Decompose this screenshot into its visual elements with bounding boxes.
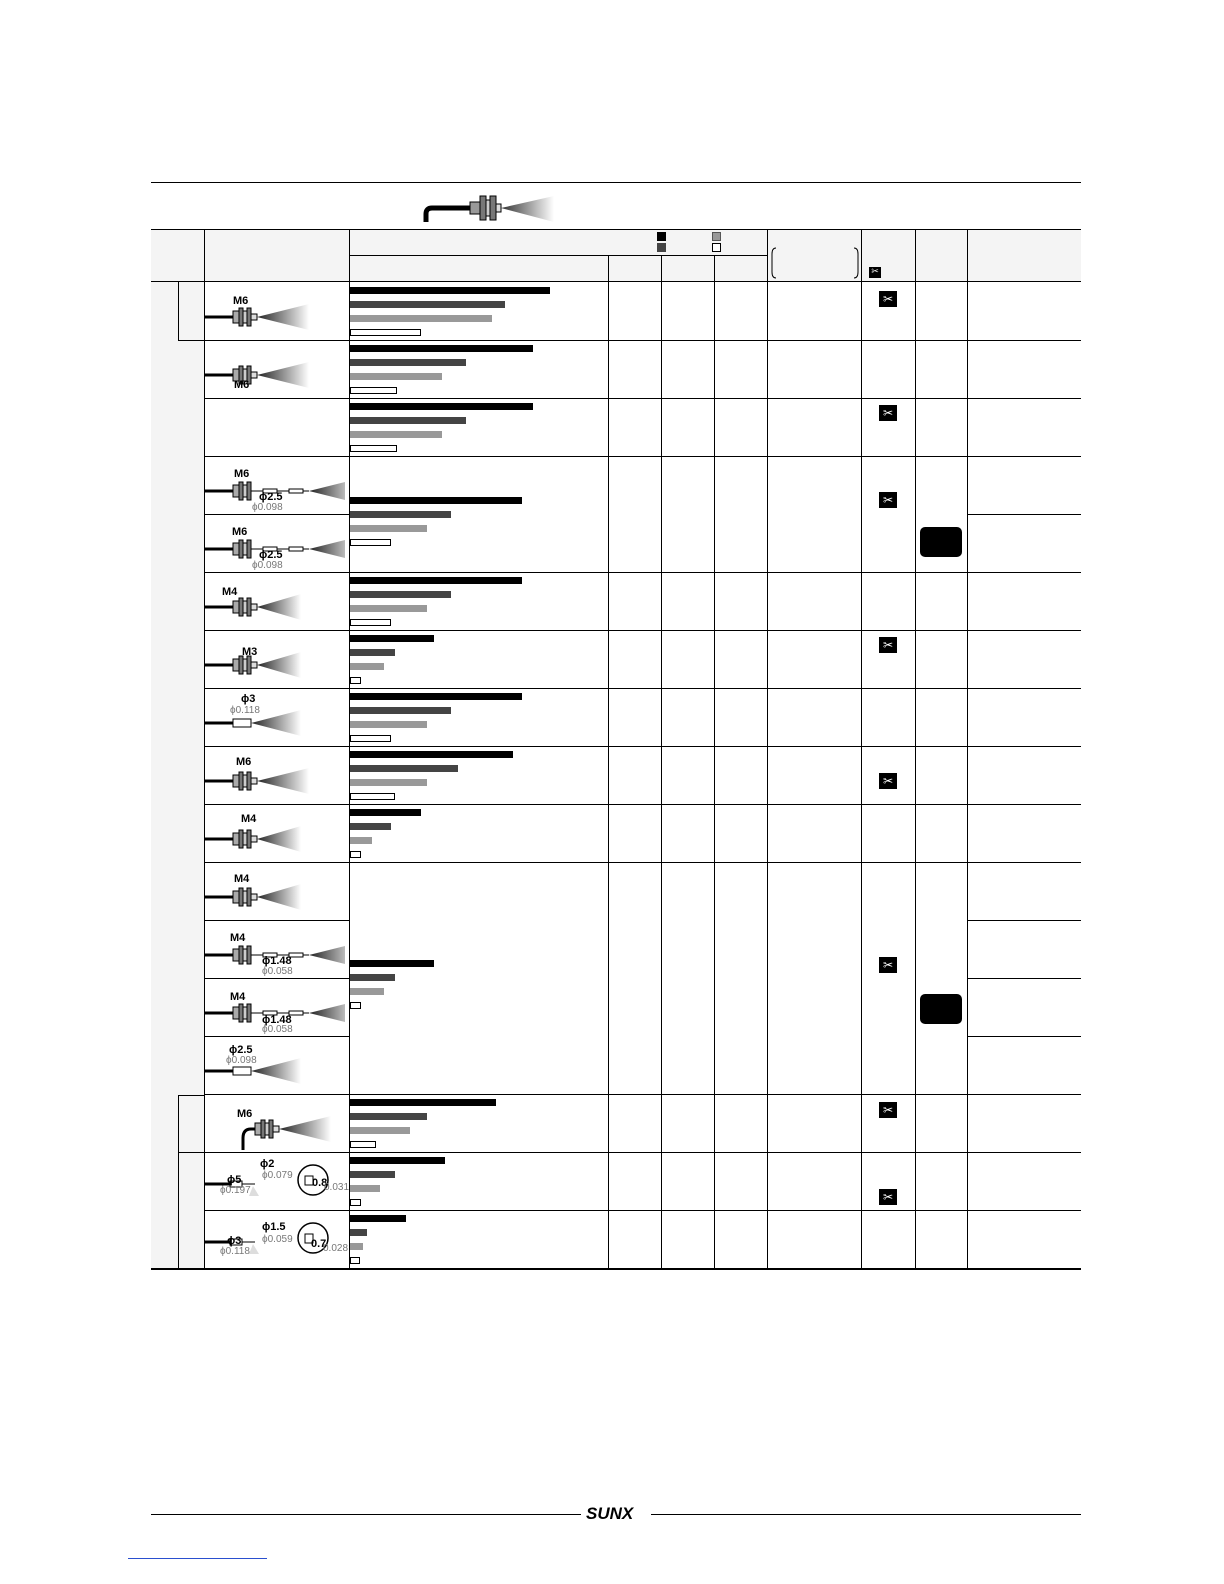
bar-dark [350, 301, 505, 308]
col-line-3 [608, 255, 609, 1269]
dimension-label: M6 [234, 468, 250, 480]
scissors-icon: ✂ [879, 1189, 897, 1205]
bar-black [350, 403, 533, 410]
dimension-label: ϕ3 [227, 1235, 242, 1247]
row-separator [204, 1094, 1081, 1095]
connector-badge [920, 994, 962, 1024]
brand-logo: SUNX [586, 1504, 634, 1523]
bar-grey [350, 721, 427, 728]
row-separator-right [967, 1036, 1081, 1037]
row-separator [204, 456, 1081, 457]
bar-grey [350, 431, 442, 438]
dimension-label: M6 [237, 1108, 253, 1120]
dimension-inch-label: ϕ0.197 [220, 1185, 251, 1196]
dimension-label: ϕ2 [260, 1158, 275, 1170]
dimension-label: ϕ1.5 [262, 1221, 286, 1233]
bar-dark [350, 1113, 427, 1120]
dimension-label: M4 [234, 873, 250, 885]
scissors-icon: ✂ [879, 492, 897, 508]
header-scissors-icon: ✂ [869, 267, 881, 278]
row-separator [204, 514, 350, 515]
row-separator [204, 862, 1081, 863]
dimension-label: M4 [230, 932, 246, 944]
legend-grey [712, 232, 721, 241]
header-bottom-rule [151, 281, 1081, 282]
row-separator [204, 398, 1081, 399]
page-underline [128, 1558, 267, 1559]
fiber-head-illustration [205, 693, 345, 746]
bar-white [350, 329, 421, 336]
bar-white [350, 1002, 361, 1009]
bar-black [350, 287, 550, 294]
dimension-inch-label: ϕ0.098 [252, 560, 283, 571]
dimension-label: ϕ2.5 [229, 1044, 253, 1056]
bar-white [350, 677, 361, 684]
bar-black [350, 693, 522, 700]
group-hline-1 [178, 340, 205, 341]
row-separator-right [967, 920, 1081, 921]
dimension-label: ϕ1.48 [262, 955, 292, 967]
bar-dark [350, 649, 395, 656]
fiber-head-illustration [205, 812, 345, 862]
bar-dark [350, 591, 451, 598]
col-line-8 [915, 229, 916, 1269]
scissors-icon: ✂ [879, 957, 897, 973]
col-line-9 [967, 229, 968, 1269]
bar-grey [350, 988, 384, 995]
bar-black [350, 809, 421, 816]
bar-black [350, 497, 522, 504]
dimension-inch-label: ϕ0.058 [262, 966, 293, 977]
bar-dark [350, 1229, 367, 1236]
bar-white [350, 1141, 376, 1148]
header-top-rule [151, 229, 1081, 230]
scissors-icon: ✂ [879, 773, 897, 789]
fiber-head-illustration [205, 1044, 345, 1094]
bar-grey [350, 315, 492, 322]
dimension-label: ϕ2.5 [259, 491, 283, 503]
bar-grey [350, 1243, 363, 1250]
group-line [178, 282, 179, 340]
row-separator [204, 1152, 1081, 1153]
row-separator-right [967, 514, 1081, 515]
header-sub-rule [349, 255, 767, 256]
dimension-inch-label: ϕ0.059 [262, 1234, 293, 1245]
row-separator [204, 1036, 350, 1037]
scissors-icon: ✂ [879, 637, 897, 653]
bar-black [350, 635, 434, 642]
row-separator [204, 746, 1081, 747]
dimension-label: 0.8 [312, 1177, 328, 1189]
fiber-head-illustration [205, 638, 345, 688]
bar-white [350, 851, 361, 858]
dimension-inch-label: ϕ0.098 [226, 1055, 257, 1066]
row-separator [204, 688, 1081, 689]
connector-badge [920, 527, 962, 557]
header-bracket [770, 246, 860, 280]
bar-dark [350, 974, 395, 981]
bar-dark [350, 359, 466, 366]
footer-rule-right [651, 1514, 1081, 1515]
dimension-inch-label: ϕ0.098 [252, 502, 283, 513]
scissors-icon: ✂ [879, 291, 897, 307]
fiber-head-illustration [205, 870, 345, 920]
fiber-head-illustration [205, 1102, 345, 1152]
dimension-label: M4 [241, 813, 257, 825]
scissors-icon: ✂ [879, 1102, 897, 1118]
bar-dark [350, 823, 391, 830]
row-separator [204, 978, 350, 979]
dimension-label: M4 [230, 991, 246, 1003]
col-line-5 [714, 255, 715, 1269]
bar-grey [350, 663, 384, 670]
bar-grey [350, 1185, 380, 1192]
scissors-icon: ✂ [879, 405, 897, 421]
bar-grey [350, 373, 442, 380]
fiber-head-illustration [205, 754, 345, 804]
row-separator [204, 340, 1081, 341]
bar-grey [350, 779, 427, 786]
bar-dark [350, 417, 466, 424]
fiber-header-illustration [420, 192, 560, 228]
bar-black [350, 1215, 406, 1222]
dimension-inch-label: 0.028 [323, 1243, 349, 1254]
dimension-label: ϕ2.5 [259, 549, 283, 561]
bar-white [350, 619, 391, 626]
bar-white [350, 735, 391, 742]
bar-black [350, 577, 522, 584]
bar-black [350, 960, 434, 967]
bar-black [350, 751, 513, 758]
dimension-label: M4 [222, 586, 238, 598]
legend-white [712, 243, 721, 252]
bar-grey [350, 1127, 410, 1134]
footer-rule-left [151, 1514, 581, 1515]
bar-black [350, 345, 533, 352]
bar-white [350, 445, 397, 452]
row-separator [204, 1210, 1081, 1211]
dimension-label: ϕ1.48 [262, 1014, 292, 1026]
bar-black [350, 1157, 445, 1164]
bar-dark [350, 1171, 395, 1178]
bar-dark [350, 707, 451, 714]
group-line-2 [178, 1095, 179, 1269]
dimension-label: ϕ3 [241, 693, 256, 705]
group-hline-3 [178, 1152, 205, 1153]
bar-white [350, 1257, 360, 1264]
legend-dark [657, 243, 666, 252]
bar-black [350, 1099, 496, 1106]
fiber-head-illustration [205, 290, 345, 340]
dimension-inch-label: ϕ0.118 [220, 1246, 250, 1257]
dimension-inch-label: ϕ0.118 [230, 705, 260, 716]
row-separator [204, 920, 350, 921]
dimension-inch-label: 0.031 [324, 1182, 350, 1193]
bar-white [350, 793, 395, 800]
dimension-label: M6 [236, 756, 252, 768]
table-bottom-rule [151, 1268, 1081, 1270]
dimension-inch-label: ϕ0.058 [262, 1024, 293, 1035]
bar-white [350, 539, 391, 546]
dimension-label: 0.7 [311, 1238, 327, 1250]
bar-white [350, 1199, 361, 1206]
row-separator [204, 804, 1081, 805]
dimension-label: M6 [232, 526, 248, 538]
bar-dark [350, 765, 458, 772]
group-hline-2 [178, 1095, 205, 1096]
bar-white [350, 387, 397, 394]
top-rule [151, 182, 1081, 183]
col-line-6 [767, 229, 768, 1269]
legend-black [657, 232, 666, 241]
row-separator [204, 630, 1081, 631]
row-separator [204, 572, 1081, 573]
dimension-inch-label: ϕ0.079 [262, 1170, 293, 1181]
dimension-label: M6 [234, 379, 250, 391]
col-line-4 [661, 255, 662, 1269]
col-line-7 [861, 229, 862, 1269]
bar-dark [350, 511, 451, 518]
dimension-label: M6 [233, 295, 249, 307]
dimension-label: ϕ5 [227, 1174, 242, 1186]
fiber-head-illustration [205, 348, 345, 398]
dimension-label: M3 [242, 646, 258, 658]
bar-grey [350, 837, 372, 844]
bar-grey [350, 525, 427, 532]
bar-grey [350, 605, 427, 612]
row-separator-right [967, 978, 1081, 979]
